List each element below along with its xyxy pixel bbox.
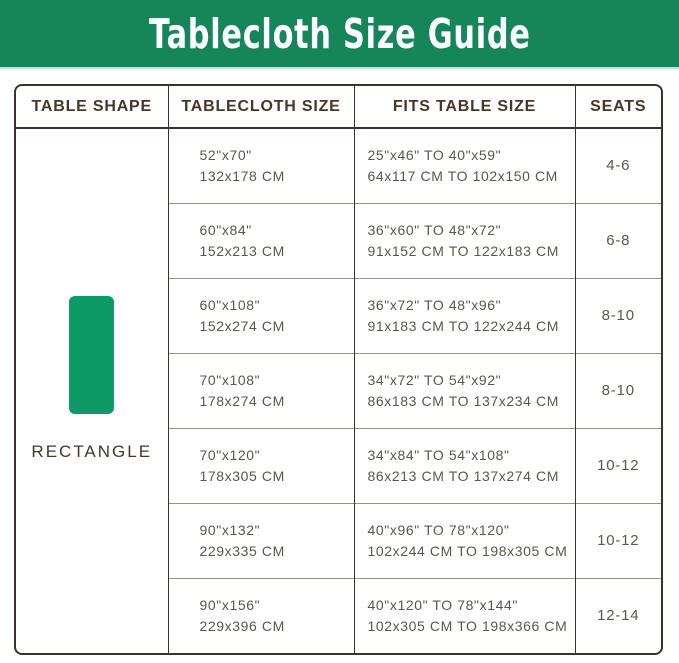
fits-cm: 64x117 CM TO 102x150 CM (367, 167, 558, 184)
column-header-fits-table-size: FITS TABLE SIZE (354, 86, 575, 128)
size-cm: 132x178 CM (199, 167, 285, 184)
title-banner (0, 0, 679, 69)
tablecloth-size-cell (168, 128, 354, 203)
seats-cell: 6-8 (575, 203, 661, 278)
size-guide-table (16, 86, 661, 653)
size-inches: 52"x70" (199, 146, 252, 163)
fits-inches: 36"x72" TO 48"x96" (367, 296, 502, 313)
seats-cell: 10-12 (575, 428, 661, 503)
tablecloth-size-cell (168, 353, 354, 428)
column-header-table-shape: TABLE SHAPE (16, 86, 168, 128)
fits-inches: 34"x72" TO 54"x92" (367, 371, 502, 388)
size-cm: 229x335 CM (199, 542, 285, 559)
fits-table-size-cell (354, 278, 575, 353)
fits-inches: 40"x96" TO 78"x120" (367, 521, 510, 538)
fits-table-size-cell (354, 503, 575, 578)
size-cm: 229x396 CM (199, 617, 285, 634)
page-title: Tablecloth Size Guide (148, 9, 531, 58)
fits-cm: 86x183 CM TO 137x234 CM (367, 392, 559, 409)
shape-label: RECTANGLE (31, 442, 153, 461)
size-inches: 60"x108" (199, 296, 261, 313)
fits-cm: 102x305 CM TO 198x366 CM (367, 617, 568, 634)
fits-inches: 40"x120" TO 78"x144" (367, 596, 518, 613)
size-inches: 60"x84" (199, 221, 252, 238)
fits-cm: 102x244 CM TO 198x305 CM (367, 542, 568, 559)
fits-cm: 86x213 CM TO 137x274 CM (367, 467, 559, 484)
tablecloth-size-cell (168, 578, 354, 653)
column-header-tablecloth-size: TABLECLOTH SIZE (168, 86, 354, 128)
table-shape-cell (16, 128, 168, 653)
fits-table-size-cell (354, 128, 575, 203)
seats-cell: 12-14 (575, 578, 661, 653)
size-cm: 178x274 CM (199, 392, 285, 409)
size-guide-table-container (14, 84, 663, 655)
tablecloth-size-cell (168, 428, 354, 503)
seats-cell: 8-10 (575, 353, 661, 428)
fits-table-size-cell (354, 353, 575, 428)
fits-table-size-cell (354, 428, 575, 503)
size-inches: 70"x108" (199, 371, 261, 388)
tablecloth-size-cell (168, 503, 354, 578)
fits-inches: 36"x60" TO 48"x72" (367, 221, 502, 238)
size-inches: 90"x156" (199, 596, 261, 613)
seats-cell: 10-12 (575, 503, 661, 578)
shape-group (17, 296, 167, 462)
size-inches: 90"x132" (199, 521, 261, 538)
size-inches: 70"x120" (199, 446, 261, 463)
fits-inches: 25"x46" TO 40"x59" (367, 146, 502, 163)
size-cm: 152x213 CM (199, 242, 285, 259)
tablecloth-size-cell (168, 203, 354, 278)
size-cm: 178x305 CM (199, 467, 285, 484)
size-cm: 152x274 CM (199, 317, 285, 334)
table-row (16, 128, 661, 203)
rectangle-shape-icon (69, 296, 114, 414)
seats-cell: 8-10 (575, 278, 661, 353)
fits-table-size-cell (354, 578, 575, 653)
seats-cell: 4-6 (575, 128, 661, 203)
fits-table-size-cell (354, 203, 575, 278)
fits-cm: 91x183 CM TO 122x244 CM (367, 317, 559, 334)
fits-inches: 34"x84" TO 54"x108" (367, 446, 510, 463)
tablecloth-size-cell (168, 278, 354, 353)
fits-cm: 91x152 CM TO 122x183 CM (367, 242, 559, 259)
header-row (16, 86, 661, 128)
column-header-seats: SEATS (575, 86, 661, 128)
